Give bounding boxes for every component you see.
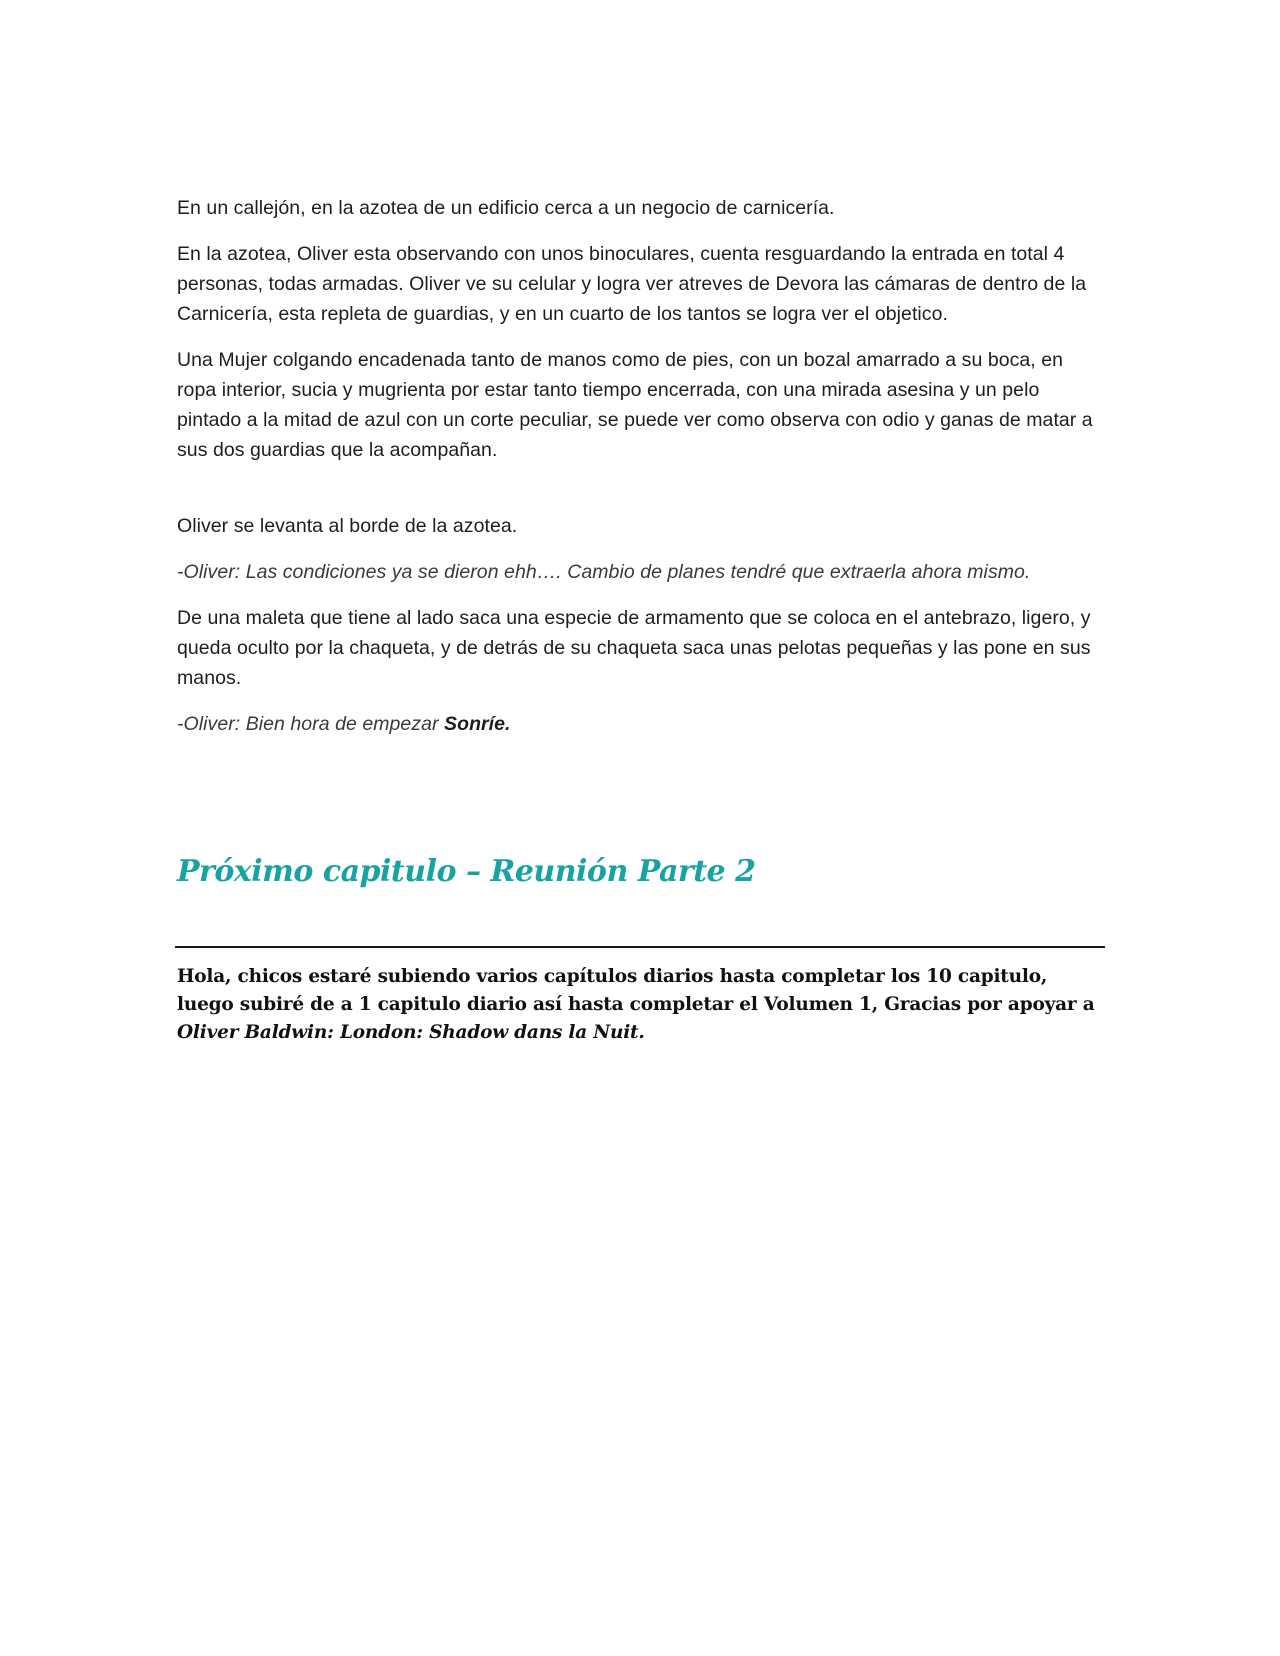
next-chapter-heading: Próximo capitulo – Reunión Parte 2 (177, 854, 756, 889)
book-title: Oliver Baldwin: London: Shadow dans la Nuit. (177, 1022, 645, 1043)
section-divider (175, 946, 1105, 948)
dialog-line: -Oliver: Las condiciones ya se dieron ehh…. Cambio de planes tendré que extraerla ahora mismo. (177, 561, 1031, 583)
story-paragraph: En un callejón, en la azotea de un edificio cerca a un negocio de carnicería. (177, 197, 835, 219)
story-paragraph: Una Mujer colgando encadenada tanto de manos como de pies, con un bozal amarrado a su boca, en ropa interior, sucia y mugrienta por estar tanto tiempo encerrada, con una mirada asesina y un pelo pintado a la mitad de azul con un corte peculiar, se puede ver como observa con odio y ganas de matar a sus dos guardias que la acompañan. (177, 349, 1093, 461)
dialog-emphasis: Sonríe. (444, 713, 511, 735)
story-paragraph: En la azotea, Oliver esta observando con unos binoculares, cuenta resguardando la entrada en total 4 personas, todas armadas. Oliver ve su celular y logra ver atreves de Devora las cámaras de dentro de la Carnicería, esta repleta de guardias, y en un cuarto de los tantos se logra ver el objetico. (177, 243, 1087, 325)
dialog-text: -Oliver: Bien hora de empezar (177, 713, 445, 735)
story-paragraph: De una maleta que tiene al lado saca una especie de armamento que se coloca en el antebrazo, ligero, y queda oculto por la chaqueta, y de detrás de su chaqueta saca unas pelotas pequeñas y las pone en sus manos. (177, 607, 1091, 689)
dialog-line-final (177, 709, 1105, 739)
story-paragraph: Oliver se levanta al borde de la azotea. (177, 515, 518, 537)
author-note (177, 963, 1097, 1047)
story-body (177, 193, 1105, 755)
author-note-text: Hola, chicos estaré subiendo varios capítulos diarios hasta completar los 10 capitulo, luego subiré de a 1 capitulo diario así hasta completar el Volumen 1, Gracias por apoyar a (177, 966, 1095, 1015)
